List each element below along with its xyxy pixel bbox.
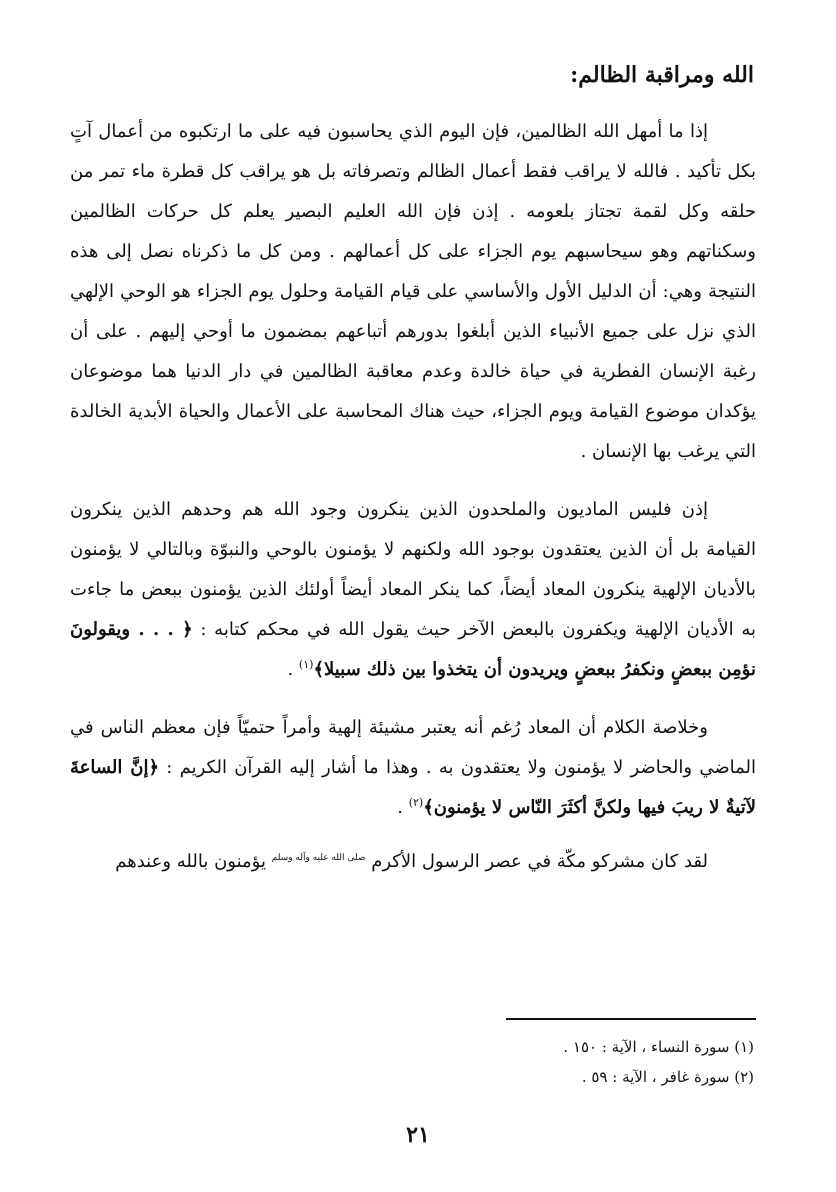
section-heading: الله ومراقبة الظالم: [570, 62, 754, 88]
footnote-ref-2: (٢) [408, 796, 424, 809]
paragraph-2-end: . [287, 659, 299, 680]
footnote-2: (٢) سورة غافر ، الآية : ٥٩ . [581, 1068, 754, 1086]
salawat-symbol: صلى الله عليه وآله وسلم [271, 853, 366, 863]
paragraph-3 [70, 708, 756, 828]
paragraph-4-start: لقد كان مشركو مكّة في عصر الرسول الأكرم [371, 851, 708, 872]
footnote-divider [506, 1018, 756, 1020]
paragraph-4 [70, 842, 756, 882]
footnotes [563, 1032, 754, 1092]
footnote-ref-1: (١) [298, 658, 314, 671]
paragraph-1: إذا ما أمهل الله الظالمين، فإن اليوم الذي يحاسبون فيه على ما ارتكبوه من أعمال آتٍ بكل تأكيد . فالله لا يراقب فقط أعمال الظالم وتصرفاته بل هو يراقب كل قطرة ماء تمر من حلقه وكل لقمة تجتاز بلعومه . إذن فإن الله العليم البصير يعلم كل حركات الظالمين وسكناتهم وهو سيحاسبهم يوم الجزاء على كل أعمالهم . ومن كل ما ذكرناه نصل إلى هذه النتيجة وهي: أن الدليل الأول والأساسي على قيام القيامة وحلول يوم الجزاء هو الوحي الإلهي الذي نزل على جميع الأنبياء الذين أبلغوا بدورهم أتباعهم بمضمون ما أوحي إليهم . على أن رغبة الإنسان الفطرية في حياة خالدة وعدم معاقبة الظالمين في دار الدنيا هما موضوعان يؤكدان موضوع القيامة ويوم الجزاء، حيث هناك المحاسبة على الأعمال والحياة الأبدية الخالدة التي يرغب بها الإنسان . [70, 121, 756, 462]
quran-quote-2: ﴿إنَّ الساعةَ لآتيةٌ لا ريبَ فيها ولكنَّ أكثَرَ النّاس لا يؤمنون﴾ [70, 757, 756, 818]
quran-quote-1: ﴿ . . . ويقولونَ نؤمِن ببعضٍ ونكفرُ ببعضٍ ويريدون أن يتخذوا بين ذلك سبيلا﴾ [70, 619, 756, 680]
paragraph-3-end: . [397, 797, 409, 818]
body-text [70, 112, 756, 882]
paragraph-4-end: يؤمنون بالله وعندهم [115, 851, 266, 872]
footnote-1: (١) سورة النساء ، الآية : ١٥٠ . [563, 1038, 754, 1056]
paragraph-2-text: إذن فليس الماديون والملحدون الذين ينكرون وجود الله هم وحدهم الذين ينكرون القيامة بل أن الذين يعتقدون بوجود الله ولكنهم لا يؤمنون بالوحي والنبوّة وبالتالي لا يؤمنون بالأديان الإلهية ينكرون المعاد أيضاً، كما ينكر المعاد أيضاً أولئك الذين يؤمنون ببعض ما جاءت به الأديان الإلهية ويكفرون بالبعض الآخر حيث يقول الله في محكم كتابه : [70, 499, 756, 640]
page-number: ٢١ [406, 1122, 430, 1148]
paragraph-3-text: وخلاصة الكلام أن المعاد رُغم أنه يعتبر مشيئة إلهية وأمراً حتميّاً فإن معظم الناس في الماضي والحاضر لا يؤمنون ولا يعتقدون به . وهذا ما أشار إليه القرآن الكريم : [70, 717, 756, 778]
paragraph-2 [70, 490, 756, 690]
